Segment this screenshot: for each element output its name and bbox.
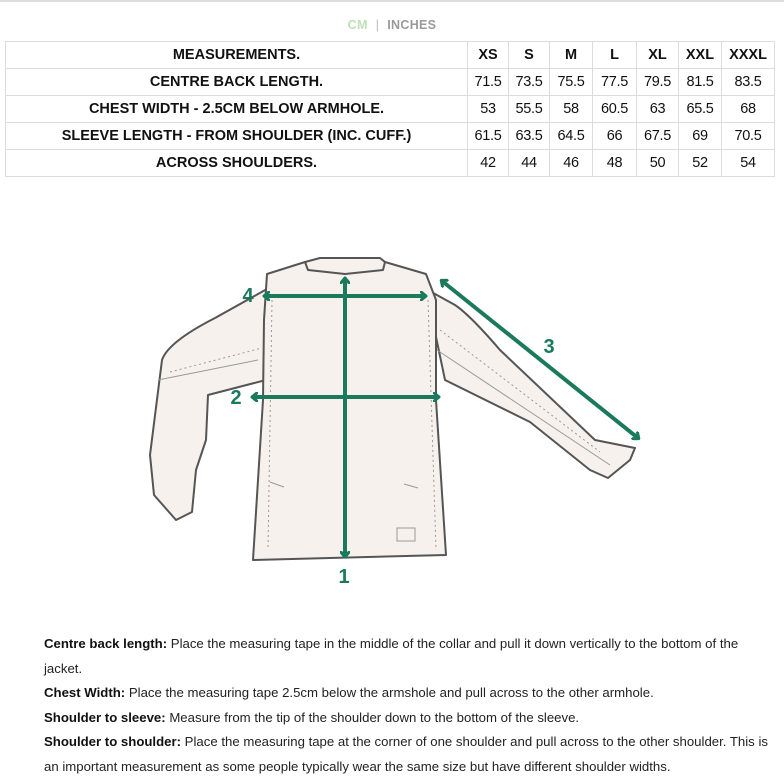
- table-row: [6, 150, 775, 177]
- table-cell: 55.5: [509, 96, 550, 123]
- header-size: XXL: [679, 42, 722, 69]
- label-3: 3: [543, 336, 555, 358]
- instruction-title: Shoulder to shoulder:: [44, 734, 182, 749]
- table-cell: 60.5: [593, 96, 637, 123]
- instruction-text: Place the measuring tape at the corner of one shoulder and pull across to the other shoulder. This is an important measurement as some people typically wear the same size but have different shoulder widths.: [44, 734, 768, 774]
- header-size: L: [593, 42, 637, 69]
- instruction-item: [44, 706, 779, 731]
- unit-toggle: [0, 18, 784, 32]
- table-cell: 68: [722, 96, 775, 123]
- table-row: [6, 123, 775, 150]
- unit-cm-tab[interactable]: CM: [347, 18, 368, 32]
- instruction-text: Place the measuring tape in the middle of the collar and pull it down vertically to the bottom of the jacket.: [44, 636, 739, 676]
- instruction-item: [44, 681, 779, 706]
- table-cell: 70.5: [722, 123, 775, 150]
- header-size: XS: [468, 42, 509, 69]
- header-size: S: [509, 42, 550, 69]
- row-label: CENTRE BACK LENGTH.: [6, 69, 468, 96]
- table-cell: 73.5: [509, 69, 550, 96]
- table-cell: 83.5: [722, 69, 775, 96]
- table-row: [6, 96, 775, 123]
- header-measurements: MEASUREMENTS.: [6, 42, 468, 69]
- table-cell: 52: [679, 150, 722, 177]
- right-sleeve: [426, 289, 635, 478]
- instruction-item: [44, 730, 779, 779]
- table-cell: 63: [637, 96, 679, 123]
- instruction-item: [44, 632, 779, 681]
- table-cell: 44: [509, 150, 550, 177]
- measurement-instructions: [44, 632, 779, 779]
- table-cell: 67.5: [637, 123, 679, 150]
- row-label: SLEEVE LENGTH - FROM SHOULDER (INC. CUFF.): [6, 123, 468, 150]
- header-size: M: [550, 42, 593, 69]
- label-1: 1: [338, 566, 350, 588]
- table-cell: 66: [593, 123, 637, 150]
- top-divider: [0, 0, 784, 2]
- table-cell: 53: [468, 96, 509, 123]
- jacket-illustration: [150, 258, 635, 560]
- table-cell: 71.5: [468, 69, 509, 96]
- jacket-measurement-diagram: [0, 240, 784, 600]
- table-cell: 54: [722, 150, 775, 177]
- table-cell: 58: [550, 96, 593, 123]
- table-cell: 50: [637, 150, 679, 177]
- unit-inches-tab[interactable]: INCHES: [387, 18, 437, 32]
- label-2: 2: [230, 387, 242, 409]
- table-row: [6, 69, 775, 96]
- table-cell: 64.5: [550, 123, 593, 150]
- header-size: XXXL: [722, 42, 775, 69]
- table-cell: 65.5: [679, 96, 722, 123]
- table-cell: 42: [468, 150, 509, 177]
- table-cell: 63.5: [509, 123, 550, 150]
- table-cell: 69: [679, 123, 722, 150]
- instruction-text: Measure from the tip of the shoulder down to the bottom of the sleeve.: [165, 709, 580, 725]
- size-chart-table: [5, 41, 775, 177]
- table-cell: 48: [593, 150, 637, 177]
- instruction-title: Centre back length:: [44, 636, 168, 651]
- table-header-row: [6, 42, 775, 69]
- jacket-collar: [305, 258, 385, 274]
- table-cell: 79.5: [637, 69, 679, 96]
- table-cell: 81.5: [679, 69, 722, 96]
- row-label: CHEST WIDTH - 2.5CM BELOW ARMHOLE.: [6, 96, 468, 123]
- instruction-title: Chest Width:: [44, 685, 126, 700]
- label-4: 4: [242, 285, 254, 307]
- left-sleeve: [150, 289, 267, 520]
- table-cell: 75.5: [550, 69, 593, 96]
- header-size: XL: [637, 42, 679, 69]
- unit-separator: |: [375, 18, 380, 32]
- table-cell: 46: [550, 150, 593, 177]
- table-cell: 77.5: [593, 69, 637, 96]
- table-cell: 61.5: [468, 123, 509, 150]
- row-label: ACROSS SHOULDERS.: [6, 150, 468, 177]
- instruction-text: Place the measuring tape 2.5cm below the armshole and pull across to the other armhole.: [125, 685, 654, 700]
- jacket-body: [253, 262, 446, 560]
- instruction-title: Shoulder to sleeve:: [44, 709, 166, 725]
